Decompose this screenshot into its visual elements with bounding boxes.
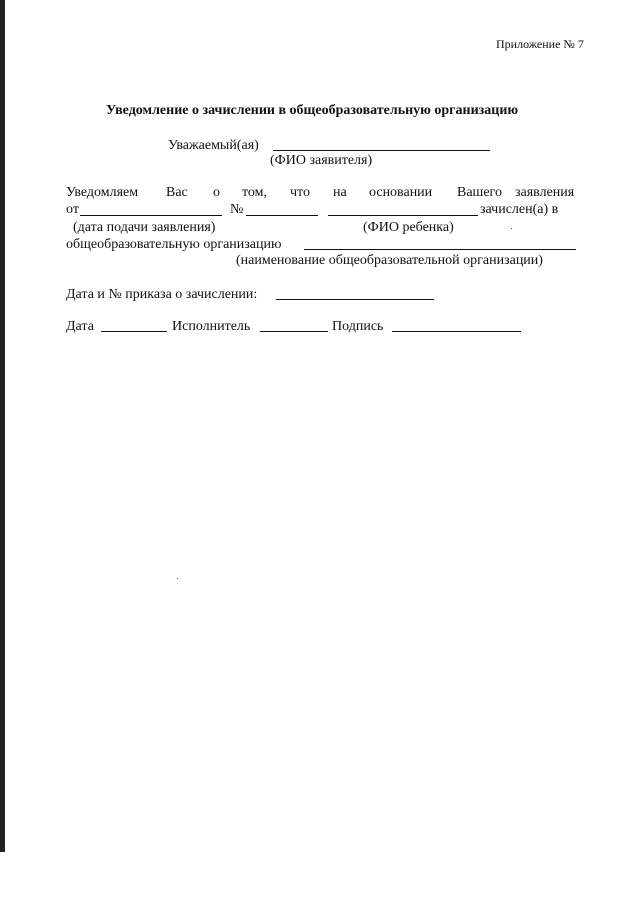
document-title: Уведомление о зачислении в общеобразовательную организацию [106,103,519,118]
executor-line [260,331,328,332]
from-label: от [66,202,79,217]
appendix-label: Приложение № 7 [496,37,584,51]
applicant-name-line [273,150,490,151]
order-line [276,299,434,300]
applicant-name-hint: (ФИО заявителя) [270,153,373,168]
scan-speck [177,578,178,579]
date-label: Дата [66,319,94,334]
notice-word-6: на [333,185,347,200]
executor-label: Исполнитель [172,319,251,334]
notice-word-4: том, [242,185,268,200]
date-line [101,331,167,332]
notice-word-7: основании [369,185,433,200]
application-date-line [80,215,222,216]
application-number-line [246,215,318,216]
scan-speck [511,228,512,229]
child-name-line [328,215,478,216]
notice-word-3: о [213,185,220,200]
child-name-hint: (ФИО ребенка) [363,220,454,235]
salutation-label: Уважаемый(ая) [168,138,259,153]
application-date-hint: (дата подачи заявления) [73,220,216,235]
organization-name-line [304,249,576,250]
signature-label: Подпись [332,319,384,334]
scan-edge-shadow [0,0,5,852]
notice-word-2: Вас [166,185,188,200]
notice-word-9: заявления [515,185,575,200]
number-label: № [230,202,244,217]
notice-word-8: Вашего [457,185,502,200]
organization-name-hint: (наименование общеобразовательной организации) [236,253,543,268]
signature-line [392,331,521,332]
enrolled-label: зачислен(а) в [480,202,559,217]
notice-word-5: что [290,185,310,200]
organization-label: общеобразовательную организацию [66,237,282,252]
order-label: Дата и № приказа о зачислении: [66,287,258,302]
notice-word-1: Уведомляем [66,185,139,200]
